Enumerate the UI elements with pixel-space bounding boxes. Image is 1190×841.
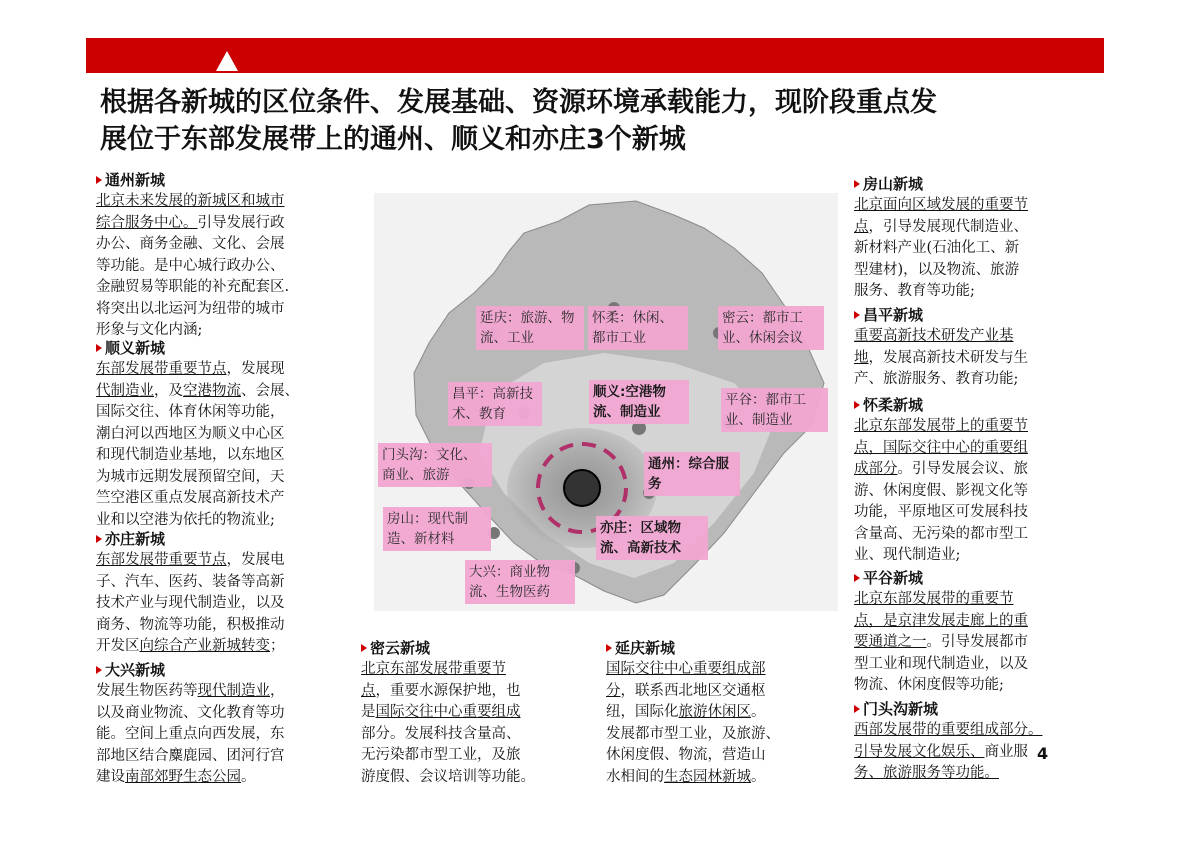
underlined-text: 点 [854, 218, 869, 235]
section-title-yanqing: 延庆新城 [606, 637, 846, 659]
underlined-text: 点，国际交往中心的重要组 [854, 439, 1028, 456]
text-line [854, 416, 1102, 438]
top-banner [86, 38, 1104, 73]
text-segment: 含量高、无污染的都市型工 [854, 525, 1028, 542]
bullet-triangle-icon [96, 535, 102, 543]
map-label-yizhuang: 亦庄：区域物流、高新技术 [596, 516, 708, 560]
text-segment: 物流、休闲度假等功能; [854, 677, 1004, 693]
text-line [854, 481, 1102, 503]
text-line [606, 724, 846, 746]
map-label-mentougou: 门头沟：文化、商业、旅游 [378, 443, 492, 487]
underlined-text: 务、旅游服务等功能。 [854, 765, 999, 781]
text-segment: 技术产业与现代制造业，以及 [96, 595, 285, 611]
text-segment: ，发展高新技术研发与生 [868, 349, 1028, 366]
section-title-yizhuang: 亦庄新城 [96, 528, 366, 550]
text-line [96, 234, 366, 256]
text-line [854, 763, 1102, 785]
text-line [96, 488, 366, 510]
map-label-changping: 昌平：高新技术、教育 [448, 382, 542, 426]
text-segment: 型工业和现代制造业，以及 [854, 655, 1028, 672]
underlined-text: 旅游休闲区 [678, 704, 751, 720]
text-line [96, 424, 366, 446]
text-segment: 。 [751, 704, 766, 720]
text-segment: 、会展、 [241, 382, 299, 399]
section-pinggu [854, 567, 1102, 697]
text-segment: ，发展现 [226, 361, 285, 377]
text-segment: 以及商业物流、文化教育等功 [96, 704, 285, 721]
underlined-text: 空港物流 [183, 382, 241, 399]
text-line [361, 702, 605, 724]
text-segment: 部分。发展科技含量高、 [361, 725, 521, 742]
text-line [96, 445, 366, 467]
text-segment: 建设 [96, 769, 125, 785]
banner-triangle [216, 51, 238, 71]
map-label-fangshan: 房山：现代制造、新材料 [383, 507, 491, 551]
text-line [96, 277, 366, 299]
text-line [96, 572, 366, 594]
section-title-tongzhou: 通州新城 [96, 169, 366, 191]
text-segment: 和现代制造业基地，以东地区 [96, 447, 285, 463]
section-title-daxing: 大兴新城 [96, 659, 366, 681]
section-huairou [854, 394, 1102, 567]
text-segment: ， [270, 683, 285, 699]
text-segment: ，发展电 [226, 552, 285, 568]
text-segment: 新材料产业(石油化工、新 [854, 240, 1020, 256]
map-label-pinggu: 平谷：都市工业、制造业 [721, 388, 828, 432]
underlined-text: 分 [606, 682, 621, 699]
map-label-daxing: 大兴：商业物流、生物医药 [465, 560, 575, 604]
text-line [606, 681, 846, 703]
text-segment: ，联系西北地区交通枢 [620, 682, 766, 699]
text-segment: 游度假、会议培训等功能。 [361, 768, 535, 785]
text-segment: 无污染都市型工业，及旅 [361, 747, 521, 763]
bullet-triangle-icon [96, 344, 102, 352]
section-tongzhou [96, 169, 366, 342]
text-line [854, 260, 1102, 282]
bullet-triangle-icon [606, 644, 612, 652]
underlined-text: 生态园林新城 [664, 768, 751, 785]
text-line [96, 213, 366, 235]
text-segment: 能。空间上重点向西发展，东 [96, 726, 285, 742]
text-segment: 。引导发展都市 [926, 634, 1028, 650]
text-segment: 商业服 [984, 743, 1028, 760]
text-line [606, 767, 846, 789]
bullet-triangle-icon [361, 644, 367, 652]
title-line-2: 展位于东部发展带上的通州、顺义和亦庄3个新城 [100, 124, 686, 155]
bullet-triangle-icon [854, 311, 860, 319]
text-line [96, 550, 366, 572]
text-segment: 。 [241, 769, 256, 785]
section-title-huairou: 怀柔新城 [854, 394, 1102, 416]
text-segment: 子、汽车、医药、装备等高新 [96, 573, 285, 590]
text-line [606, 702, 846, 724]
text-line [854, 720, 1102, 742]
text-line [96, 767, 366, 789]
section-title-shunyi: 顺义新城 [96, 337, 366, 359]
text-line [854, 238, 1102, 260]
text-segment: ，及 [154, 382, 183, 399]
text-segment: 产、旅游服务、教育功能; [854, 371, 1019, 387]
text-segment: 部地区结合麋鹿园、团河行宫 [96, 747, 285, 764]
text-line [854, 589, 1102, 611]
text-line [854, 438, 1102, 460]
text-segment: 引导发展行政 [197, 214, 285, 231]
text-segment: 将突出以北运河为纽带的城市 [96, 300, 285, 317]
section-shunyi [96, 337, 366, 531]
text-segment: ，引导发展现代制造业、 [868, 218, 1028, 235]
text-segment: 竺空港区重点发展高新技术产 [96, 490, 285, 506]
section-changping [854, 304, 1102, 391]
map-label-yanqing: 延庆：旅游、物流、工业 [476, 306, 584, 350]
text-line [361, 724, 605, 746]
text-line [854, 654, 1102, 676]
text-segment: 。引导发展会议、旅 [897, 461, 1028, 477]
map-label-miyun: 密云：都市工业、休闲会议 [718, 306, 824, 350]
text-line [854, 459, 1102, 481]
text-line [96, 703, 366, 725]
text-line [96, 746, 366, 768]
bullet-triangle-icon [96, 666, 102, 674]
underlined-text: 北京未来发展的新城区和城市 [96, 193, 285, 209]
beijing-map [374, 193, 838, 611]
text-line [96, 593, 366, 615]
text-line [96, 636, 366, 658]
bullet-triangle-icon [96, 176, 102, 184]
underlined-text: 地 [854, 349, 869, 366]
section-fangshan [854, 173, 1102, 303]
text-line [96, 467, 366, 489]
bullet-triangle-icon [854, 574, 860, 582]
text-segment: 潮白河以西地区为顺义中心区 [96, 425, 285, 442]
text-line [361, 745, 605, 767]
text-segment: 休闲度假、物流，营造山 [606, 747, 766, 763]
section-title-changping: 昌平新城 [854, 304, 1102, 326]
underlined-text: 综合服务中心。 [96, 214, 198, 231]
text-line [606, 745, 846, 767]
underlined-text: 引导发展文化娱乐、 [854, 743, 985, 760]
title-line-1: 根据各新城的区位条件、发展基础、资源环境承载能力，现阶段重点发 [100, 87, 937, 118]
underlined-text: 北京面向区域发展的重要节 [854, 197, 1028, 213]
underlined-text: 国际交往中心重要组成部 [606, 661, 766, 677]
section-daxing [96, 659, 366, 789]
underlined-text: 点 [361, 682, 376, 699]
text-line [854, 281, 1102, 303]
underlined-text: 北京东部发展带上的重要节 [854, 418, 1028, 434]
section-title-fangshan: 房山新城 [854, 173, 1102, 195]
underlined-text: 国际交往中心重要组成 [375, 704, 521, 720]
underlined-text: 要通道之一 [854, 634, 927, 650]
text-segment: 。 [751, 768, 766, 785]
underlined-text: 南部郊野生态公园 [125, 769, 241, 785]
text-line [96, 681, 366, 703]
section-title-pinggu: 平谷新城 [854, 567, 1102, 589]
text-segment: 开发区 [96, 638, 140, 654]
text-line [854, 195, 1102, 217]
text-line [96, 615, 366, 637]
section-yanqing [606, 637, 846, 788]
underlined-text: 成部分 [854, 461, 898, 477]
text-segment: 业、现代制造业; [854, 547, 961, 563]
text-segment: 商务、物流等功能，积极推动 [96, 616, 285, 633]
text-line [854, 632, 1102, 654]
text-segment: 国际交往、体育休闲等功能， [96, 404, 285, 420]
underlined-text: 东部发展带重要节点 [96, 552, 227, 568]
text-line [361, 659, 605, 681]
slide-title [100, 84, 1090, 158]
underlined-text: 点，是京津发展走廊上的重 [854, 612, 1028, 629]
text-line [361, 767, 605, 789]
text-segment: 是 [361, 704, 376, 720]
section-title-miyun: 密云新城 [361, 637, 605, 659]
section-yizhuang [96, 528, 366, 658]
text-line [854, 545, 1102, 567]
section-miyun [361, 637, 605, 788]
text-segment: ； [270, 638, 285, 654]
text-line [854, 611, 1102, 633]
section-title-mentougou: 门头沟新城 [854, 698, 1102, 720]
text-line [96, 299, 366, 321]
text-segment: 发展生物医药等 [96, 683, 198, 699]
central-city-core [564, 470, 600, 506]
text-segment: 发展都市型工业，及旅游、 [606, 725, 780, 742]
text-line [854, 369, 1102, 391]
text-segment: 游、休闲度假、影视文化等 [854, 482, 1028, 499]
map-label-shunyi: 顺义:空港物流、制造业 [589, 380, 689, 424]
text-line [96, 724, 366, 746]
bullet-triangle-icon [854, 401, 860, 409]
text-segment: 办公、商务金融、文化、会展 [96, 236, 285, 252]
text-segment: 形象与文化内涵; [96, 322, 203, 338]
text-line [361, 681, 605, 703]
text-line [854, 348, 1102, 370]
map-label-huairou: 怀柔：休闲、都市工业 [588, 306, 688, 350]
underlined-text: 北京东部发展带重要节 [361, 661, 506, 677]
page-number: 4 [1037, 744, 1049, 763]
text-line [854, 675, 1102, 697]
text-line [854, 326, 1102, 348]
text-segment: 功能，平原地区可发展科技 [854, 504, 1028, 520]
text-segment: 服务、教育等功能; [854, 283, 975, 299]
underlined-text: 北京东部发展带的重要节 [854, 591, 1014, 607]
text-line [96, 381, 366, 403]
text-line [96, 191, 366, 213]
text-line [96, 402, 366, 424]
text-line [606, 659, 846, 681]
text-line [854, 217, 1102, 239]
text-segment: ，重要水源保护地，也 [375, 682, 521, 699]
underlined-text: 现代制造业 [197, 683, 270, 699]
text-line [854, 742, 1102, 764]
underlined-text: 西部发展带的重要组成部分。 [854, 722, 1043, 738]
underlined-text: 重要高新技术研发产业基 [854, 328, 1014, 344]
text-line [854, 502, 1102, 524]
text-line [96, 359, 366, 381]
text-line [96, 256, 366, 278]
text-segment: 等功能。是中心城行政办公、 [96, 257, 285, 274]
text-segment: 为城市远期发展预留空间，天 [96, 468, 285, 485]
underlined-text: 向综合产业新城转变 [139, 638, 270, 654]
map-label-tongzhou: 通州：综合服务 [644, 452, 740, 496]
section-mentougou [854, 698, 1102, 785]
text-segment: 金融贸易等职能的补充配套区. [96, 279, 290, 295]
text-segment: 业和以空港为依托的物流业; [96, 511, 275, 528]
bullet-triangle-icon [854, 705, 860, 713]
text-line [854, 524, 1102, 546]
text-segment: 型建材)，以及物流、旅游 [854, 261, 1020, 278]
text-segment: 水相间的 [606, 768, 664, 785]
underlined-text: 东部发展带重要节点 [96, 361, 227, 377]
underlined-text: 代制造业 [96, 382, 154, 399]
bullet-triangle-icon [854, 180, 860, 188]
text-segment: 纽，国际化 [606, 704, 679, 720]
